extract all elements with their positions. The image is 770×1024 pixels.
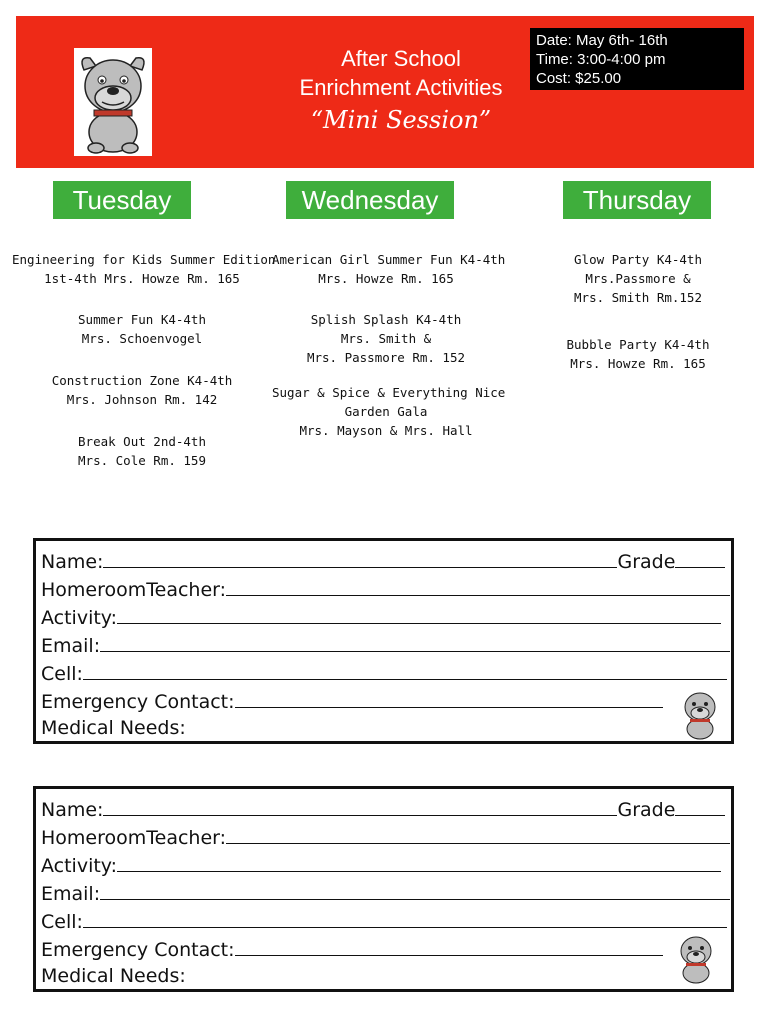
medical-row — [41, 963, 186, 989]
activity-title: Bubble Party K4-4th — [566, 337, 710, 352]
name-field[interactable] — [103, 547, 617, 568]
homeroom-row — [41, 575, 730, 603]
activity-title: Glow Party K4-4th — [574, 252, 702, 267]
tab-tuesday: Tuesday — [53, 181, 191, 219]
activity-teacher: Mrs.Passmore & — [585, 271, 691, 286]
activity-title: Break Out 2nd-4th — [78, 434, 206, 449]
activity-title: American Girl Summer Fun K4-4th — [272, 252, 506, 267]
activity-entry — [540, 250, 736, 307]
email-field[interactable] — [100, 879, 730, 900]
grade-field[interactable] — [675, 795, 725, 816]
activity-teacher: Mrs. Smith Rm.152 — [574, 290, 702, 305]
cost-info: Cost: $25.00 — [536, 70, 622, 87]
activity-label: Activity: — [41, 855, 118, 877]
grade-field[interactable] — [675, 547, 725, 568]
activity-teacher: Mrs. Johnson Rm. 142 — [66, 392, 218, 407]
activity-teacher: Mrs. Schoenvogel — [81, 331, 203, 346]
activity-field[interactable] — [117, 851, 721, 872]
activity-title: Splish Splash K4-4th — [310, 312, 462, 327]
activity-entry — [12, 310, 272, 348]
homeroom-field[interactable] — [226, 823, 730, 844]
activity-entry — [272, 383, 506, 440]
activity-subtitle: Garden Gala — [344, 404, 428, 419]
cell-field[interactable] — [83, 659, 727, 680]
name-row — [41, 547, 725, 575]
homeroom-field[interactable] — [226, 575, 730, 596]
activity-teacher: Mrs. Cole Rm. 159 — [78, 453, 206, 468]
activity-title: Summer Fun K4-4th — [78, 312, 206, 327]
homeroom-row — [41, 823, 730, 851]
cell-field[interactable] — [83, 907, 727, 928]
activity-entry — [272, 310, 500, 367]
title-line-2: Enrichment Activities — [299, 75, 503, 100]
bulldog-icon — [680, 689, 720, 741]
time-info: Time: 3:00-4:00 pm — [536, 51, 666, 68]
homeroom-label: HomeroomTeacher: — [41, 827, 227, 849]
medical-label: Medical Needs: — [41, 717, 186, 739]
email-label: Email: — [41, 883, 101, 905]
name-row — [41, 795, 725, 823]
emergency-row — [41, 687, 663, 715]
wednesday-activities — [272, 250, 506, 440]
activity-entry — [540, 335, 736, 373]
activity-entry — [12, 371, 272, 409]
bulldog-icon — [676, 933, 716, 985]
name-field[interactable] — [103, 795, 617, 816]
activity-teacher: Mrs. Howze Rm. 165 — [318, 271, 454, 286]
date-info: Date: May 6th- 16th — [536, 32, 668, 49]
activity-field[interactable] — [117, 603, 721, 624]
activity-teacher: Mrs. Passmore Rm. 152 — [306, 350, 466, 365]
info-box — [530, 28, 744, 90]
activity-title: Construction Zone K4-4th — [51, 373, 233, 388]
emergency-field[interactable] — [235, 935, 663, 956]
activity-row — [41, 603, 721, 631]
activity-title: Sugar & Spice & Everything Nice — [272, 385, 506, 400]
name-label: Name: — [41, 551, 104, 573]
cell-label: Cell: — [41, 663, 83, 685]
session-subtitle: “Mini Session” — [310, 106, 492, 134]
activity-teacher: Mrs. Howze Rm. 165 — [570, 356, 706, 371]
homeroom-label: HomeroomTeacher: — [41, 579, 227, 601]
grade-label: Grade — [617, 799, 676, 821]
email-field[interactable] — [100, 631, 730, 652]
page-title — [266, 44, 536, 102]
activity-entry — [272, 250, 506, 288]
activity-teacher: 1st-4th Mrs. Howze Rm. 165 — [44, 271, 240, 286]
emergency-field[interactable] — [235, 687, 663, 708]
thursday-activities — [540, 250, 736, 373]
activity-teacher: Mrs. Mayson & Mrs. Hall — [299, 423, 473, 438]
cell-row — [41, 907, 727, 935]
registration-form-2 — [33, 786, 734, 992]
emergency-label: Emergency Contact: — [41, 691, 235, 713]
medical-row — [41, 715, 186, 741]
name-label: Name: — [41, 799, 104, 821]
activity-label: Activity: — [41, 607, 118, 629]
activity-teacher: Mrs. Smith & — [340, 331, 432, 346]
emergency-label: Emergency Contact: — [41, 939, 235, 961]
activity-row — [41, 851, 721, 879]
tab-thursday: Thursday — [563, 181, 711, 219]
registration-form-1 — [33, 538, 734, 744]
email-label: Email: — [41, 635, 101, 657]
header-banner — [16, 16, 754, 168]
activity-entry — [12, 250, 276, 288]
medical-label: Medical Needs: — [41, 965, 186, 987]
activity-title: Engineering for Kids Summer Edition — [12, 252, 276, 267]
cell-row — [41, 659, 727, 687]
tab-wednesday: Wednesday — [286, 181, 454, 219]
grade-label: Grade — [617, 551, 676, 573]
emergency-row — [41, 935, 663, 963]
cell-label: Cell: — [41, 911, 83, 933]
tuesday-activities — [12, 250, 276, 470]
logo-box — [74, 48, 152, 156]
email-row — [41, 879, 730, 907]
bulldog-mascot-icon — [74, 48, 152, 156]
activity-entry — [12, 432, 272, 470]
title-line-1: After School — [341, 46, 461, 71]
email-row — [41, 631, 730, 659]
